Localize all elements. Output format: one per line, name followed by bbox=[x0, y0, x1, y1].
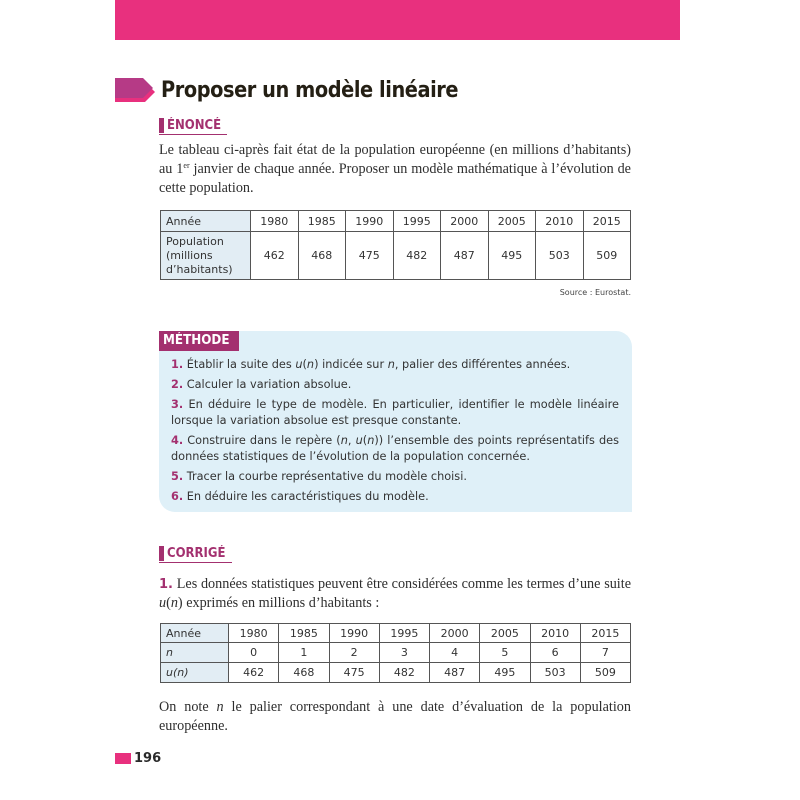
top-color-band bbox=[115, 0, 680, 40]
methode-step-5 bbox=[171, 469, 619, 485]
paragraph-text: ( bbox=[166, 595, 171, 611]
step-text: ( bbox=[362, 434, 368, 447]
methode-step-6 bbox=[171, 489, 619, 505]
u-cell: 503 bbox=[530, 663, 580, 683]
u-cell: 482 bbox=[379, 663, 429, 683]
n-cell: 5 bbox=[480, 643, 530, 663]
row-label-u: u(n) bbox=[161, 663, 229, 683]
population-cell: 475 bbox=[346, 232, 394, 280]
population-cell: 509 bbox=[583, 232, 631, 280]
n-cell: 7 bbox=[580, 643, 630, 663]
step-text: En déduire les caractéristiques du modèle. bbox=[186, 490, 429, 503]
u-cell: 462 bbox=[229, 663, 279, 683]
year-cell: 2005 bbox=[480, 624, 530, 643]
corrige-paragraph-2 bbox=[159, 698, 631, 736]
page-title: Proposer un modèle linéaire bbox=[161, 77, 459, 103]
methode-step-3 bbox=[171, 397, 619, 429]
year-cell: 1985 bbox=[298, 211, 346, 232]
year-cell: 1995 bbox=[393, 211, 441, 232]
row-label-n: n bbox=[161, 643, 229, 663]
step-text: , bbox=[347, 434, 356, 447]
page-number bbox=[115, 751, 161, 766]
step-text: Calculer la variation absolue. bbox=[186, 378, 352, 391]
math-var: u bbox=[159, 595, 167, 611]
n-cell: 3 bbox=[379, 643, 429, 663]
population-cell: 487 bbox=[441, 232, 489, 280]
n-cell: 6 bbox=[530, 643, 580, 663]
population-cell: 503 bbox=[536, 232, 584, 280]
step-number: 1. bbox=[171, 358, 184, 371]
year-cell: 2010 bbox=[530, 624, 580, 643]
paragraph-text: On note bbox=[159, 699, 217, 715]
step-number: 6. bbox=[171, 490, 184, 503]
u-cell: 495 bbox=[480, 663, 530, 683]
step-var: n bbox=[340, 434, 348, 447]
row-label-annee: Année bbox=[161, 211, 251, 232]
source-note: Source : Eurostat. bbox=[559, 288, 631, 297]
table-row bbox=[161, 624, 631, 643]
page-number-marker bbox=[115, 753, 131, 764]
row-label-population: Population (millions d’habitants) bbox=[161, 232, 251, 280]
year-cell: 2015 bbox=[583, 211, 631, 232]
step-text: )) l’ensemble des points représentatifs des données statistiques de l’évolution de la population concernée. bbox=[171, 434, 619, 463]
enonce-paragraph bbox=[159, 141, 631, 198]
step-text: ) indicée sur bbox=[314, 358, 388, 371]
enonce-text-2: janvier de chaque année. Proposer un modèle mathématique à l’évolution de cette population. bbox=[159, 161, 631, 196]
year-cell: 2000 bbox=[441, 211, 489, 232]
row-label-annee: Année bbox=[161, 624, 229, 643]
year-cell: 1985 bbox=[279, 624, 329, 643]
page-number-text: 196 bbox=[134, 751, 162, 766]
methode-step-1 bbox=[171, 357, 619, 373]
step-var: u bbox=[355, 434, 363, 447]
table-row bbox=[161, 663, 631, 683]
title-arrow-icon bbox=[115, 78, 157, 102]
year-cell: 1995 bbox=[379, 624, 429, 643]
n-cell: 4 bbox=[430, 643, 480, 663]
corrige-label bbox=[159, 546, 232, 563]
methode-label-text: MÉTHODE bbox=[163, 333, 230, 348]
u-cell: 468 bbox=[279, 663, 329, 683]
year-cell: 1980 bbox=[251, 211, 299, 232]
year-cell: 1990 bbox=[346, 211, 394, 232]
step-var: n bbox=[306, 358, 315, 371]
methode-step-4 bbox=[171, 433, 619, 465]
u-cell: 509 bbox=[580, 663, 630, 683]
step-number: 5. bbox=[171, 470, 184, 483]
year-cell: 2010 bbox=[536, 211, 584, 232]
year-cell: 2005 bbox=[488, 211, 536, 232]
paragraph-number: 1. bbox=[159, 577, 173, 592]
step-text: En déduire le type de modèle. En particulier, identifier le modèle linéaire lorsque la variation absolue est presque constante. bbox=[171, 398, 620, 427]
step-number: 4. bbox=[171, 434, 184, 447]
title-row bbox=[115, 76, 499, 104]
step-text: Établir la suite des bbox=[186, 358, 296, 371]
corrige-bar bbox=[159, 546, 164, 561]
population-cell: 462 bbox=[251, 232, 299, 280]
step-number: 2. bbox=[171, 378, 184, 391]
paragraph-text: ) exprimés en millions d’habitants : bbox=[177, 595, 380, 611]
population-cell: 482 bbox=[393, 232, 441, 280]
year-cell: 1990 bbox=[329, 624, 379, 643]
step-text: , palier des différentes années. bbox=[394, 358, 571, 371]
n-cell: 1 bbox=[279, 643, 329, 663]
step-var: n bbox=[367, 434, 375, 447]
enonce-sup: er bbox=[183, 161, 190, 170]
math-var: n bbox=[216, 699, 224, 715]
sequence-table bbox=[160, 623, 631, 683]
step-text: Tracer la courbe représentative du modèle choisi. bbox=[186, 470, 467, 483]
methode-label bbox=[159, 331, 239, 351]
step-text: ( bbox=[302, 358, 307, 371]
enonce-text-1: Le tableau ci-après fait état de la population européenne (en millions d’habitants) au 1 bbox=[159, 142, 631, 177]
paragraph-text: Les données statistiques peuvent être considérées comme les termes d’une suite bbox=[172, 576, 631, 592]
step-var: n bbox=[387, 358, 395, 371]
population-cell: 495 bbox=[488, 232, 536, 280]
table-row bbox=[161, 232, 631, 280]
enonce-label bbox=[159, 118, 227, 135]
paragraph-text: le palier correspondant à une date d’évaluation de la population européenne. bbox=[159, 699, 631, 734]
year-cell: 1980 bbox=[229, 624, 279, 643]
enonce-label-text: ÉNONCÉ bbox=[167, 118, 222, 133]
n-cell: 2 bbox=[329, 643, 379, 663]
population-table bbox=[160, 210, 631, 280]
u-cell: 487 bbox=[430, 663, 480, 683]
enonce-bar bbox=[159, 118, 164, 133]
year-cell: 2000 bbox=[430, 624, 480, 643]
corrige-paragraph-1 bbox=[159, 575, 631, 613]
n-cell: 0 bbox=[229, 643, 279, 663]
step-number: 3. bbox=[171, 398, 184, 411]
population-cell: 468 bbox=[298, 232, 346, 280]
corrige-label-text: CORRIGÉ bbox=[167, 546, 226, 561]
year-cell: 2015 bbox=[580, 624, 630, 643]
methode-step-2 bbox=[171, 377, 619, 393]
table-row bbox=[161, 643, 631, 663]
table-row bbox=[161, 211, 631, 232]
math-var: n bbox=[170, 595, 178, 611]
step-text: Construire dans le repère ( bbox=[187, 434, 341, 447]
u-cell: 475 bbox=[329, 663, 379, 683]
step-var: u bbox=[295, 358, 303, 371]
